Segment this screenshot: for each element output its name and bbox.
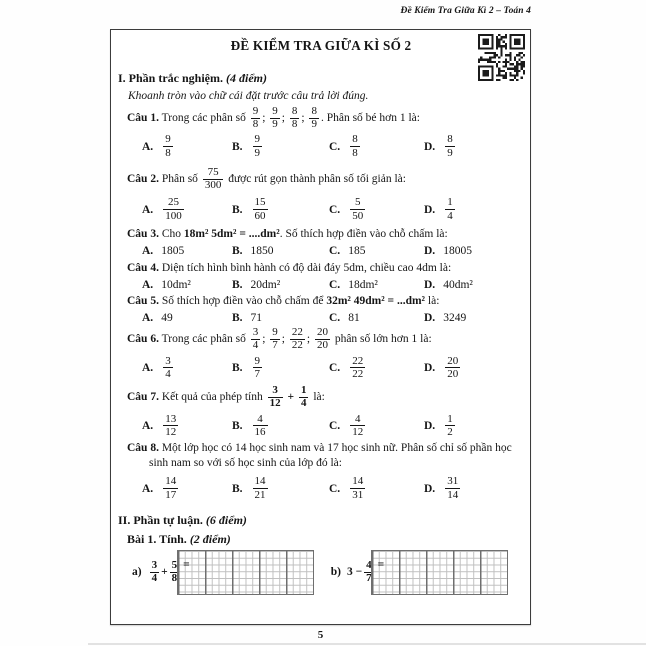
question-stem [127,261,524,276]
text-run: Một lớp học có 14 học sinh nam và 17 học sinh nữ. Phân số chỉ số phần học sinh nam so với số học sinh của lớp đó là: [149,442,512,470]
question-stem [127,106,524,130]
option-value [251,134,265,158]
option-value [443,476,462,500]
option-letter: C. [329,279,341,292]
option-value [161,134,175,158]
option-value [251,197,270,221]
text-run: ; [262,111,269,124]
option-value [161,312,173,324]
fraction: $\frac{20}{20}$ [316,326,328,352]
text-run: 40dm² [443,279,473,292]
answer-option [232,197,329,221]
answer-options-row [142,134,524,158]
fraction: $\frac{9}{9}$ [272,105,278,131]
fraction: $\frac{15}{60}$ [254,196,266,222]
option-value [251,414,270,438]
option-letter: B. [232,279,243,292]
section-tu-luan-heading [118,513,524,528]
option-value [161,245,184,257]
text-run: Kết quả của phép tính [158,391,266,403]
option-value [443,414,457,438]
answer-option [232,134,329,158]
text-run: phân số lớn hơn 1 là: [331,333,432,346]
bold-text-run: Câu 7. [127,391,159,403]
option-letter: D. [424,140,436,153]
option-letter: D. [424,419,436,432]
equals-sign: = [377,559,385,572]
answer-grid [371,550,508,595]
text-run: 81 [348,312,360,325]
option-letter: C. [329,140,341,153]
option-value [161,476,180,500]
option-letter: D. [424,482,436,495]
bold-text-run: + [284,391,297,403]
option-letter: D. [424,244,436,257]
exercise-part-b [331,550,508,595]
answer-option [232,245,329,257]
answer-option [142,476,232,500]
answer-option [329,476,424,500]
option-letter: B. [232,361,243,374]
question-4 [118,261,524,291]
option-value [251,279,281,291]
bold-text-run: Câu 4. [127,261,159,274]
section-points: (4 điểm) [226,71,268,85]
option-value [161,279,191,291]
question-stem [127,227,524,242]
bold-text-run: Câu 8. [127,442,159,455]
text-run: Diện tích hình bình hành có độ dài đáy 5dm, chiều cao 4dm là: [158,261,452,274]
option-letter: A. [142,244,154,257]
answer-option [142,134,232,158]
option-letter: A. [142,203,154,216]
text-run: 18005 [443,244,472,257]
option-letter: A. [142,419,154,432]
fraction: $\frac{14}{17}$ [165,475,177,501]
fraction: $\frac{5}{50}$ [352,196,364,222]
answer-option [424,312,524,324]
part-label: b) [330,566,341,579]
answer-option [424,197,524,221]
answer-option [232,312,329,324]
text-run: Trong các phân số [158,333,249,346]
text-run: ; [262,333,269,346]
answer-grid [177,550,314,595]
fraction: $\frac{75}{300}$ [204,165,222,192]
question-stem [127,327,524,351]
option-value [348,312,360,324]
section-points: (6 điểm) [205,512,247,527]
option-letter: D. [424,203,436,216]
fraction: $\frac{14}{31}$ [352,475,364,501]
text-run: . Số thích hợp điền vào chỗ chấm là: [279,227,448,240]
option-letter: A. [142,312,154,325]
qr-code-icon [478,34,525,81]
option-value [443,356,462,380]
option-value [348,134,362,158]
option-letter: D. [424,312,436,325]
bold-text-run: Câu 6. [127,333,159,346]
answer-option [142,197,232,221]
fraction: $\frac{9}{8}$ [252,105,259,131]
option-value [348,476,367,500]
text-run: là: [425,295,440,308]
fraction: $\frac{9}{7}$ [254,354,261,380]
option-value [348,356,367,380]
option-value [251,245,274,257]
text-run: . Phân số bé hơn 1 là: [320,111,420,124]
answer-option [142,356,232,380]
option-letter: C. [329,361,341,374]
question-5 [118,294,524,324]
section-title: Phần trắc nghiệm. [128,71,224,85]
fraction: $\frac{25}{100}$ [165,196,182,222]
question-list [118,106,524,501]
text-run: 49 [161,312,173,325]
fraction: $\frac{3}{12}$ [269,384,281,410]
text-run: 20dm² [250,279,281,292]
option-value [348,245,365,257]
question-stem [127,167,524,191]
option-value [443,312,466,324]
question-stem [127,294,524,309]
option-letter: A. [142,279,154,292]
answer-option [232,356,329,380]
bold-text-run: 18m² 5dm² = ....dm² [183,227,280,240]
option-letter: C. [329,203,341,216]
equals-sign: = [183,559,190,572]
answer-options-row [142,197,524,221]
option-value [348,279,378,291]
question-1 [118,106,524,159]
text-run: ; [306,333,313,346]
answer-option [329,245,424,257]
option-value [443,134,457,158]
option-value [161,356,175,380]
fraction: $\frac{4}{16}$ [254,412,266,438]
text-run: 1850 [250,244,274,257]
option-value [251,356,265,380]
fraction: $\frac{13}{12}$ [165,412,177,438]
answer-options-row [142,279,524,291]
option-letter: B. [232,244,243,257]
exercise-label: Bài 1. Tính. [127,531,187,546]
text-run: Số thích hợp điền vào chỗ chấm để [158,295,327,308]
answer-options-row [142,414,524,438]
exercise-heading [127,532,524,547]
fraction: $\frac{4}{12}$ [352,412,364,438]
option-value [161,414,180,438]
fraction: $\frac{3}{4}$ [165,354,171,380]
question-7 [118,385,524,438]
fraction: $\frac{1}{2}$ [447,412,453,438]
option-value [348,414,367,438]
instruction-text: Khoanh tròn vào chữ cái đặt trước câu trả lời đúng. [128,90,369,102]
answer-options-row [142,356,524,380]
option-value [443,197,457,221]
section-title: Phần tự luận. [133,512,203,527]
text-run: được rút gọn thành phân số tối giản là: [225,172,406,185]
fraction: $\frac{8}{8}$ [291,105,298,131]
page-number: 5 [317,629,324,641]
answer-option [424,279,524,291]
fraction: $\frac{9}{7}$ [272,326,278,352]
answer-option [329,312,424,324]
fraction: $\frac{4}{7}$ [366,559,372,585]
answer-option [424,414,524,438]
option-letter: C. [329,312,341,325]
exercise-points: (2 điểm) [189,531,231,546]
option-letter: C. [329,419,341,432]
page-title: ĐỀ KIỂM TRA GIỮA KÌ SỐ 2 [230,38,412,53]
answer-options-row [142,245,524,257]
option-letter: C. [329,244,341,257]
question-6 [118,327,524,380]
exercise-parts [118,550,524,595]
option-letter: C. [329,482,341,495]
option-letter: A. [142,361,154,374]
option-value [251,476,270,500]
option-letter: D. [424,279,436,292]
section-trac-nghiem-heading [118,71,524,86]
answer-option [329,134,424,158]
exercise-part-a [132,550,314,595]
option-letter: D. [424,361,436,374]
bold-text-run: Câu 5. [127,295,159,308]
text-run: 10dm² [161,279,191,292]
fraction: $\frac{5}{8}$ [171,559,178,585]
fraction: $\frac{31}{14}$ [447,475,459,501]
fraction: $\frac{22}{22}$ [352,354,364,380]
exam-page [110,29,531,625]
fraction: $\frac{1}{4}$ [447,196,453,222]
bold-text-run: 3 − [346,566,363,579]
photo-edge-line [88,643,646,645]
option-value [251,312,263,324]
answer-options-row [142,312,524,324]
question-stem [127,385,524,409]
fraction: $\frac{3}{4}$ [252,326,259,352]
question-3 [118,227,524,257]
answer-option [424,134,524,158]
answer-option [424,476,524,500]
question-stem [127,441,524,471]
text-run: 71 [250,312,263,325]
question-2 [118,167,524,222]
text-run: là: [310,391,325,403]
answer-option [142,414,232,438]
answer-option [232,279,329,291]
question-8 [118,441,524,501]
text-run: 18dm² [348,279,378,292]
bold-text-run: Câu 2. [127,172,159,185]
part-label: a) [132,566,142,579]
text-run: ; [281,333,288,346]
fraction: $\frac{8}{8}$ [352,133,358,159]
text-run: Cho [158,227,184,240]
fraction: $\frac{9}{8}$ [165,133,171,159]
fraction: $\frac{8}{9}$ [311,105,317,131]
fraction: $\frac{14}{21}$ [254,475,266,501]
option-value [443,279,473,291]
bold-text-run: Câu 3. [127,227,159,240]
option-letter: A. [142,140,154,153]
option-letter: B. [232,312,243,325]
option-letter: B. [232,203,243,216]
option-letter: B. [232,482,243,495]
fraction: $\frac{20}{20}$ [447,354,459,380]
text-run: ; [281,111,288,124]
text-run: Phân số [158,172,201,185]
option-value [348,197,367,221]
text-run: 3249 [443,312,467,325]
bold-text-run: Câu 1. [127,111,159,124]
fraction: $\frac{8}{9}$ [447,133,453,159]
answer-option [142,245,232,257]
fraction: $\frac{9}{9}$ [254,133,261,159]
answer-option [424,356,524,380]
bold-text-run: + [161,566,168,579]
answer-option [142,279,232,291]
answer-options-row [142,476,524,500]
option-letter: B. [232,419,243,432]
running-header: Đề Kiểm Tra Giữa Kì 2 – Toán 4 [400,6,531,16]
option-value [161,197,186,221]
text-run: 185 [348,244,366,257]
section-numeral: I. [118,71,126,85]
answer-option [142,312,232,324]
bold-text-run: 32m² 49dm² = ...dm² [326,295,426,308]
option-letter: B. [232,140,243,153]
section-numeral: II. [118,512,131,527]
fraction: $\frac{1}{4}$ [300,384,307,410]
fraction: $\frac{3}{4}$ [151,559,158,585]
answer-option [329,356,424,380]
answer-option [232,414,329,438]
option-letter: A. [142,482,154,495]
text-run: Trong các phân số [158,111,249,124]
text-run: 1805 [161,244,185,257]
answer-option [329,279,424,291]
fraction: $\frac{22}{22}$ [291,326,303,352]
answer-option [232,476,329,500]
answer-option [424,245,524,257]
text-run: ; [301,111,308,124]
answer-option [329,414,424,438]
answer-option [329,197,424,221]
option-value [443,245,472,257]
